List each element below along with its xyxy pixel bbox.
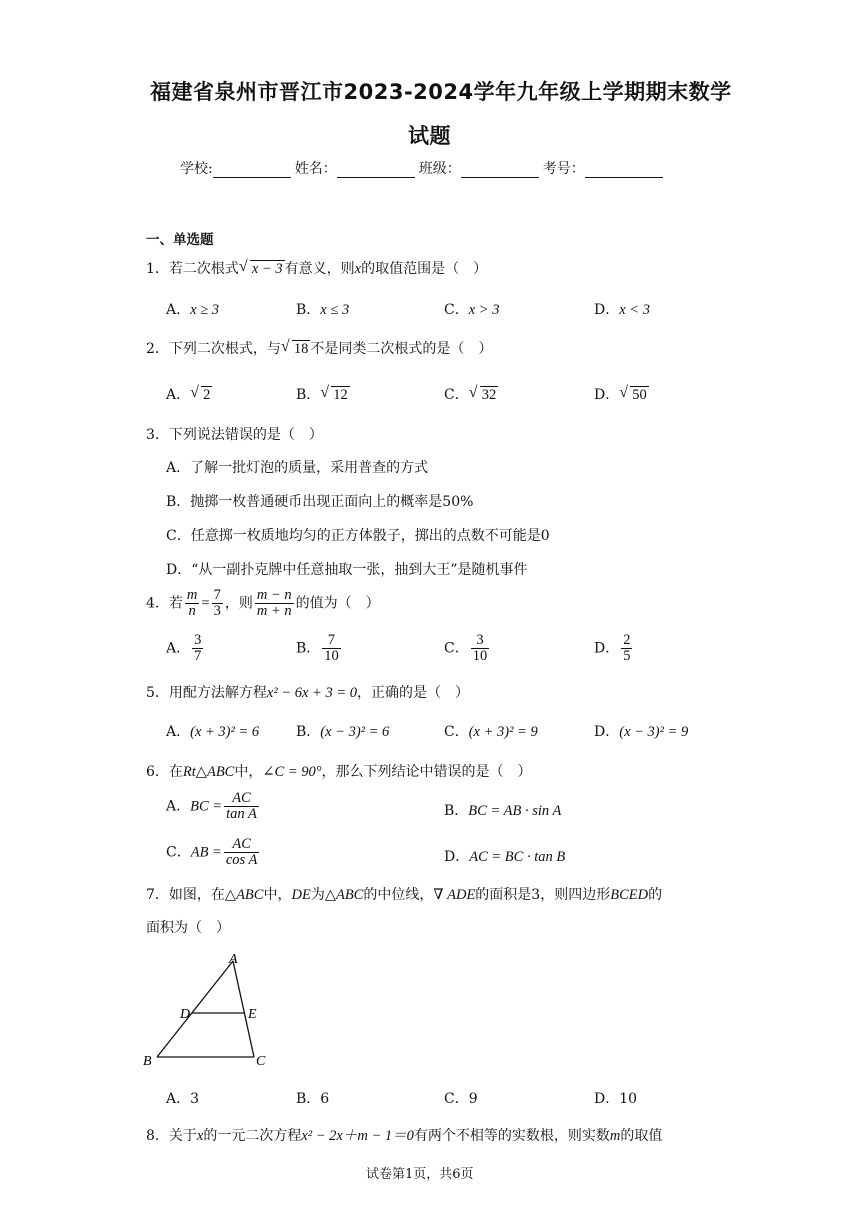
sqrt-expression: √ x − 3 <box>239 261 285 278</box>
q6-option-c: C．AB = $\frac{AC}{\text{cos A}}$ <box>166 836 258 869</box>
q5-option-b: B．(x − 3)² = 6 <box>296 724 390 740</box>
q1-option-a: A．x ≥ 3 <box>166 302 220 318</box>
question-8-stem: 8．关于x的一元二次方程x² − 2x＋m − 1＝0有两个不相等的实数根，则实数m的取值 <box>146 1128 663 1144</box>
school-blank <box>213 163 291 178</box>
page-title-line1: 福建省泉州市晋江市2023-2024学年九年级上学期期末数学 <box>150 80 732 104</box>
equation: x² − 6x + 3 = 0 <box>266 685 357 701</box>
vertex-label-b: B <box>143 1054 152 1069</box>
q3-option-b: B．抛掷一枚普通硬币出现正面向上的概率是50% <box>166 494 474 510</box>
fraction-7-over-3: $\frac{7}{3}$ <box>213 587 221 620</box>
fraction-m-over-n: $\frac{m}{n}$ <box>186 587 198 620</box>
q2-option-d: D．√ 50 <box>594 384 649 404</box>
q4-option-c: C． $\frac{3}{10}$ <box>444 632 488 665</box>
q4-option-b: B． $\frac{7}{10}$ <box>296 632 339 665</box>
name-label: 姓名： <box>294 161 337 177</box>
q3-option-a: A．了解一批灯泡的质量，采用普查的方式 <box>166 460 429 476</box>
q6-option-a: A．BC = $\frac{AC}{\text{tan A}}$ <box>166 790 257 823</box>
exam-no-blank <box>585 163 663 178</box>
question-1-text: 若二次根式 <box>168 261 239 277</box>
question-5-stem: 5．用配方法解方程x² − 6x + 3 = 0，正确的是（ ） <box>146 685 469 701</box>
question-4-stem: 4．若 $\frac{m}{n}$ = $\frac{7}{3}$ ，则 $\frac{m - n}{m + n}$ 的值为（ ） <box>146 587 380 620</box>
q7-option-b: B．6 <box>296 1091 330 1107</box>
q5-option-d: D．(x − 3)² = 9 <box>594 724 689 740</box>
school-label: 学校: <box>180 161 213 177</box>
q2-option-b: B．√ 12 <box>296 384 350 404</box>
fraction-expression: $\frac{m - n}{m + n}$ <box>256 587 292 620</box>
q3-option-d: D．“从一副扑克牌中任意抽取一张，抽到大王”是随机事件 <box>166 562 528 578</box>
question-3-stem: 3．下列说法错误的是（ ） <box>146 427 323 443</box>
page-title-line2: 试题 <box>408 124 451 148</box>
class-label: 班级： <box>418 161 461 177</box>
q1-option-b: B．x ≤ 3 <box>296 302 350 318</box>
q1-option-d: D．x < 3 <box>594 302 650 318</box>
q7-option-c: C．9 <box>444 1091 478 1107</box>
q6-option-d: D．AC = BC · tan B <box>444 849 566 865</box>
name-blank <box>337 163 415 178</box>
question-6-stem: 6．在Rt△ABC中，∠C = 90°，那么下列结论中错误的是（ ） <box>146 764 532 780</box>
q2-option-c: C．√ 32 <box>444 384 498 404</box>
question-2-stem: 2．下列二次根式，与√ 18 不是同类二次根式的是（ ） <box>146 338 492 358</box>
question-1-number: 1． <box>146 261 169 277</box>
question-1-stem <box>146 258 487 278</box>
sqrt-18: √ 18 <box>281 341 311 358</box>
question-1-text: 有意义，则 <box>284 261 355 277</box>
q3-option-c: C．任意掷一枚质地均匀的正方体骰子，掷出的点数不可能是0 <box>166 528 550 544</box>
vertex-label-c: C <box>256 1054 266 1069</box>
question-1-text: 的取值范围是（ ） <box>361 261 488 277</box>
variable-x: x <box>354 261 362 277</box>
vertex-label-a: A <box>229 952 238 967</box>
q1-option-c: C．x > 3 <box>444 302 500 318</box>
class-blank <box>461 163 539 178</box>
question-7-stem-line1: 7．如图，在△ABC中，DE为△ABC的中位线，∇ ADE的面积是3，则四边形BCED的 <box>146 887 663 903</box>
section-heading: 一、单选题 <box>146 232 214 248</box>
q5-option-a: A．(x + 3)² = 6 <box>166 724 260 740</box>
q4-option-d: D． $\frac{2}{5}$ <box>594 632 631 665</box>
vertex-label-e: E <box>248 1007 257 1022</box>
q5-option-c: C．(x + 3)² = 9 <box>444 724 538 740</box>
side-ab <box>157 961 233 1057</box>
question-7-stem-line2: 面积为（ ） <box>146 920 230 936</box>
q6-option-b: B．BC = AB · sin A <box>444 803 562 819</box>
exam-no-label: 考号： <box>542 161 585 177</box>
q4-option-a: A． $\frac{3}{7}$ <box>166 632 202 665</box>
page-footer: 试卷第1页，共6页 <box>366 1167 474 1182</box>
vertex-label-d: D <box>180 1007 191 1022</box>
triangle-figure <box>140 948 280 1073</box>
q7-option-a: A．3 <box>166 1091 200 1107</box>
q2-option-a: A．√ 2 <box>166 384 212 404</box>
student-info-line <box>180 158 667 178</box>
q7-option-d: D．10 <box>594 1091 638 1107</box>
